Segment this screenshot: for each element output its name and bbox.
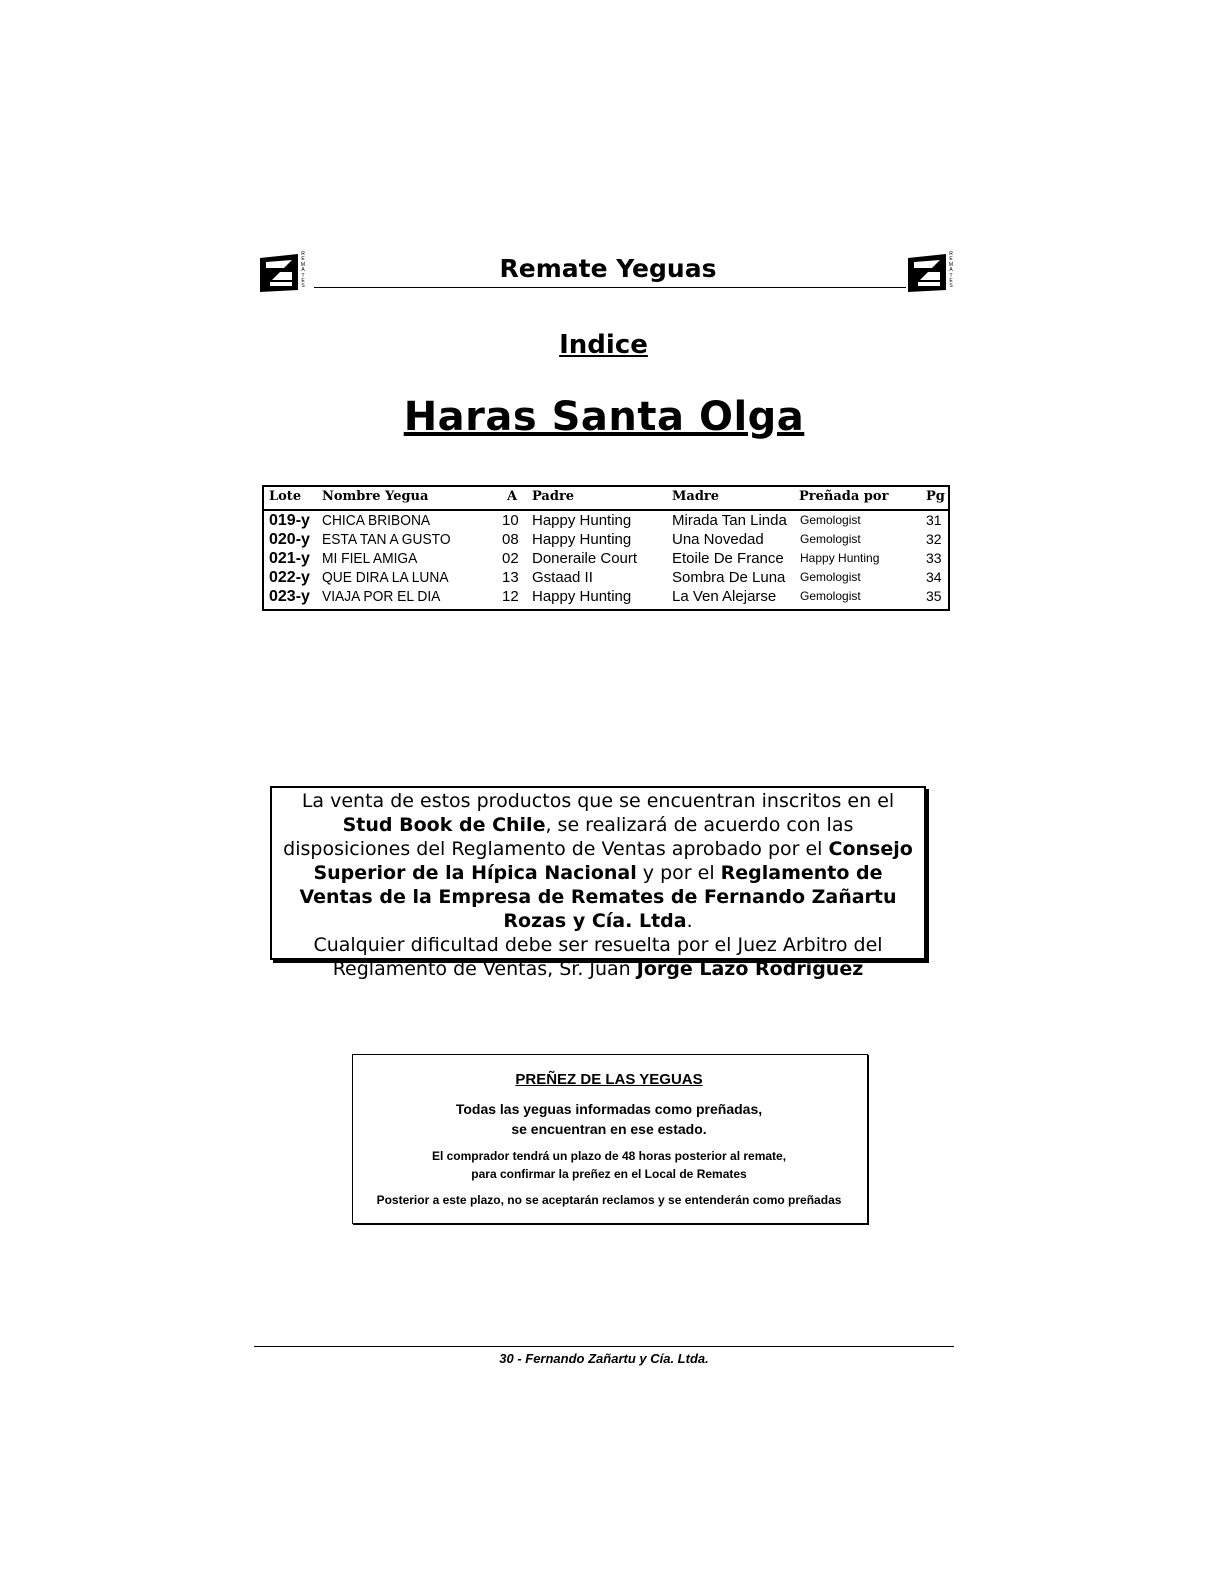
sale-notice-text xyxy=(278,789,918,981)
judge-name: Jorge Lazo Rodriguez xyxy=(636,958,864,980)
consejo-name: Consejo Superior de la Hípica Nacional xyxy=(313,838,913,884)
cell-lote: 019-y xyxy=(269,512,310,529)
footer-rule xyxy=(254,1346,954,1347)
pregnancy-line: se encuentran en ese estado. xyxy=(511,1121,707,1137)
pregnancy-title: PREÑEZ DE LAS YEGUAS xyxy=(515,1071,703,1088)
header-rule xyxy=(314,287,906,288)
cell-pg: 33 xyxy=(926,550,942,566)
cell-a: 13 xyxy=(502,569,519,586)
logo-text: R E M A T E S xyxy=(948,251,954,290)
breeder-title: Haras Santa Olga xyxy=(403,394,805,440)
col-lote: Lote xyxy=(269,489,302,504)
cell-pg: 35 xyxy=(926,588,942,604)
cell-lote: 021-y xyxy=(269,550,310,567)
sale-notice-box xyxy=(270,786,926,980)
cell-prenada: Happy Hunting xyxy=(800,551,880,565)
table-row xyxy=(264,588,948,607)
cell-nombre: CHICA BRIBONA xyxy=(322,512,431,529)
cell-a: 08 xyxy=(502,531,519,548)
notice-text: La venta de estos productos que se encuentran inscritos en el xyxy=(301,790,895,812)
cell-a: 02 xyxy=(502,550,519,567)
cell-padre: Happy Hunting xyxy=(532,588,632,605)
table-row xyxy=(264,531,948,550)
pregnancy-notice-box xyxy=(352,1054,868,1224)
pregnancy-line: Todas las yeguas informadas como preñadas, xyxy=(455,1101,763,1117)
cell-madre: Etoile De France xyxy=(672,550,784,567)
cell-nombre: VIAJA POR EL DIA xyxy=(322,588,441,605)
pregnancy-line: El comprador tendrá un plazo de 48 horas posterior al remate, xyxy=(431,1149,787,1163)
cell-madre: Una Novedad xyxy=(672,531,764,548)
cell-a: 10 xyxy=(502,512,519,529)
notice-text: . xyxy=(686,910,693,932)
fz-logo-icon xyxy=(906,250,948,294)
notice-text: y por el xyxy=(636,862,721,884)
col-padre: Padre xyxy=(532,489,575,504)
table-row xyxy=(264,569,948,588)
notice-text: Cualquier dificultad debe ser resuelta por el Juez Arbitro del Reglamento de Ventas, Sr. Juan xyxy=(313,934,883,980)
col-pg: Pg xyxy=(926,489,945,504)
cell-pg: 34 xyxy=(926,569,942,585)
table-row xyxy=(264,512,948,531)
col-a: A xyxy=(507,489,518,504)
cell-madre: Mirada Tan Linda xyxy=(672,512,787,529)
lot-table xyxy=(262,485,950,611)
page-header xyxy=(258,250,954,296)
pregnancy-paragraph-3: Posterior a este plazo, no se aceptarán reclamos y se entenderán como preñadas xyxy=(376,1193,842,1207)
cell-madre: La Ven Alejarse xyxy=(672,588,777,605)
cell-padre: Happy Hunting xyxy=(532,531,632,548)
cell-lote: 022-y xyxy=(269,569,310,586)
cell-prenada: Gemologist xyxy=(800,570,861,584)
page-footer: 30 - Fernando Zañartu y Cía. Ltda. xyxy=(499,1351,709,1366)
cell-nombre: ESTA TAN A GUSTO xyxy=(322,531,451,548)
table-header xyxy=(264,487,948,511)
cell-padre: Happy Hunting xyxy=(532,512,632,529)
col-nombre: Nombre Yegua xyxy=(322,489,429,504)
cell-prenada: Gemologist xyxy=(800,532,861,546)
cell-nombre: MI FIEL AMIGA xyxy=(322,550,418,567)
cell-madre: Sombra De Luna xyxy=(672,569,786,586)
notice-text: , se realizará de acuerdo con las disposiciones del Reglamento de Ventas aprobado por el xyxy=(283,814,854,860)
company-logo-right xyxy=(906,250,958,294)
reglamento-name: Reglamento de Ventas de la Empresa de Remates de Fernando Zañartu Rozas y Cía. Ltda xyxy=(299,862,897,932)
section-title: Indice xyxy=(559,330,648,360)
pregnancy-paragraph-2 xyxy=(353,1147,865,1183)
cell-pg: 31 xyxy=(926,512,942,528)
header-title: Remate Yeguas xyxy=(499,254,717,283)
cell-pg: 32 xyxy=(926,531,942,547)
company-logo xyxy=(258,250,310,294)
cell-padre: Gstaad II xyxy=(532,569,593,586)
col-prenada: Preñada por xyxy=(799,489,889,504)
cell-prenada: Gemologist xyxy=(800,513,861,527)
col-madre: Madre xyxy=(672,489,720,504)
cell-prenada: Gemologist xyxy=(800,589,861,603)
cell-padre: Doneraile Court xyxy=(532,550,638,567)
cell-a: 12 xyxy=(502,588,519,605)
cell-lote: 020-y xyxy=(269,531,310,548)
stud-book-name: Stud Book de Chile xyxy=(342,814,546,836)
table-row xyxy=(264,550,948,569)
cell-nombre: QUE DIRA LA LUNA xyxy=(322,569,449,586)
cell-lote: 023-y xyxy=(269,588,310,605)
pregnancy-line: para confirmar la preñez en el Local de Remates xyxy=(471,1167,747,1181)
logo-text: R E M A T E S xyxy=(300,251,306,290)
pregnancy-paragraph-1 xyxy=(353,1099,865,1139)
fz-logo-icon xyxy=(258,250,300,294)
